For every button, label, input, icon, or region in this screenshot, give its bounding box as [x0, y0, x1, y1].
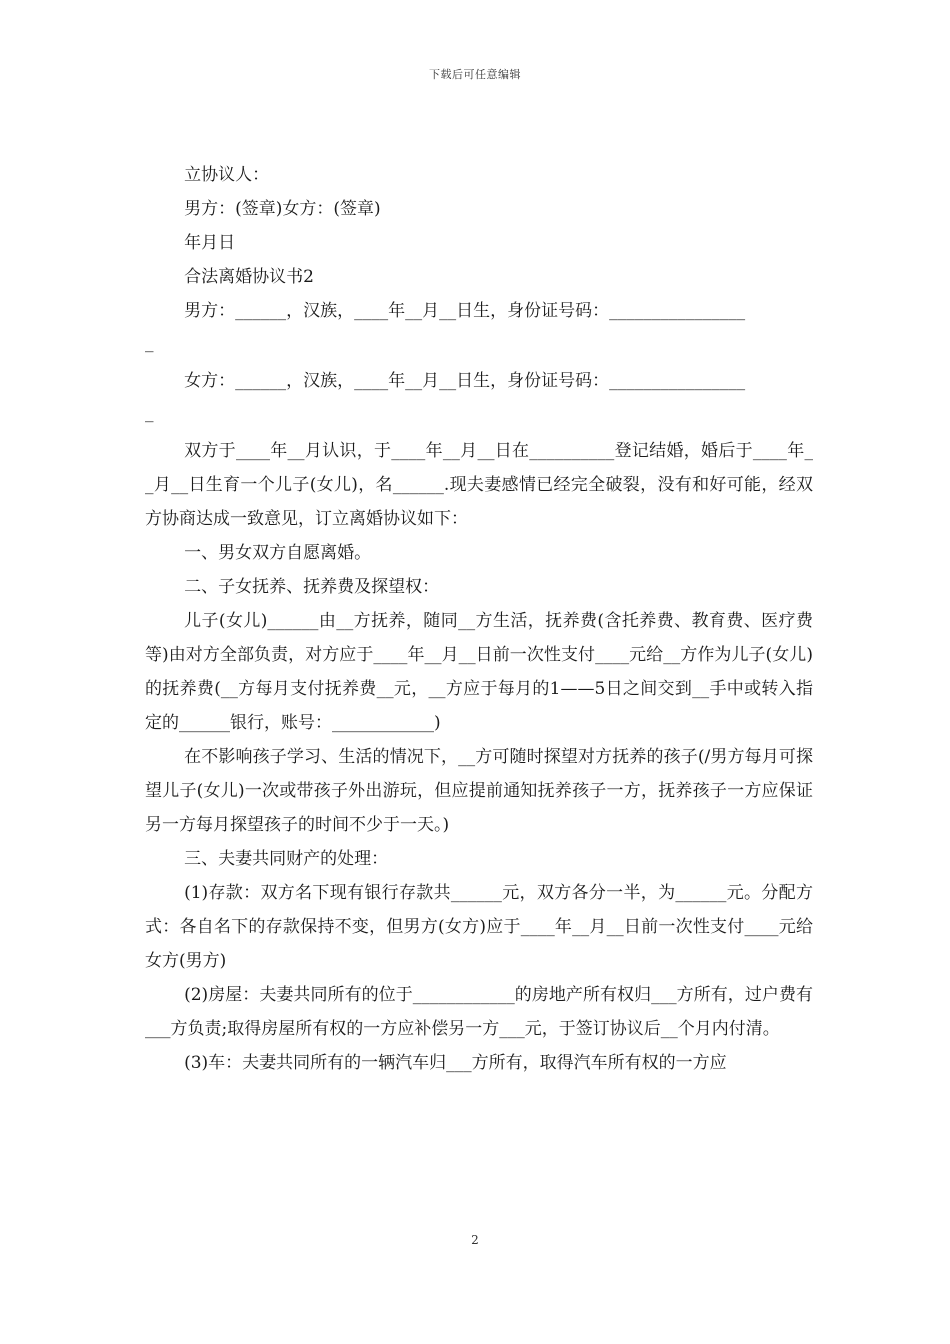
- clause-3-heading: 三、夫妻共同财产的处理：: [184, 849, 389, 869]
- car-paragraph: (3)车：夫妻共同所有的一辆汽车归___方所有，取得汽车所有权的一方应: [184, 1053, 727, 1073]
- female-party-info: 女方：______，汉族，____年__月__日生，身份证号码：________________: [184, 371, 746, 391]
- male-party-info: 男方：______，汉族，____年__月__日生，身份证号码：________________: [184, 301, 746, 321]
- date-line: 年月日: [184, 233, 236, 253]
- child-custody-paragraph: 儿子(女儿)______由__方抚养，随同__方生活，抚养费(含托养费、教育费、医疗费等)由对方全部负责，对方应于____年__月__日前一次性支付____元给__方作为儿子(女儿)的抚养费(__方每月支付抚养费__元，__方应于每月的1——5日之间交到__手中或转入指定的______银行，账号：____________): [145, 611, 813, 733]
- page-header: 下载后可任意编辑: [429, 68, 521, 81]
- marriage-background-paragraph: 双方于____年__月认识，于____年__月__日在__________登记结婚，婚后于____年__月__日生育一个儿子(女儿)，名______.现夫妻感情已经完全破裂，没有和好可能，经双方协商达成一致意见，订立离婚协议如下：: [145, 441, 813, 529]
- page-number: 2: [471, 1233, 479, 1247]
- signature-line: 男方：(签章)女方：(签章): [184, 199, 381, 219]
- clause-2-heading: 二、子女抚养、抚养费及探望权：: [184, 577, 440, 597]
- deposit-paragraph: (1)存款：双方名下现有银行存款共______元，双方各分一半，为______元。分配方式：各自名下的存款保持不变，但男方(女方)应于____年__月__日前一次性支付____元给女方(男方): [145, 883, 813, 971]
- female-party-info-tail: _: [145, 403, 154, 423]
- signatory-heading: 立协议人：: [184, 165, 270, 185]
- male-party-info-tail: _: [145, 333, 154, 353]
- house-paragraph: (2)房屋：夫妻共同所有的位于____________的房地产所有权归___方所有，过户费有___方负责;取得房屋所有权的一方应补偿另一方___元，于签订协议后__个月内付清。: [145, 985, 813, 1039]
- clause-1-divorce: 一、男女双方自愿离婚。: [184, 543, 372, 563]
- agreement-title: 合法离婚协议书2: [184, 267, 314, 287]
- document-body: [145, 158, 813, 1080]
- visitation-paragraph: 在不影响孩子学习、生活的情况下，__方可随时探望对方抚养的孩子(/男方每月可探望儿子(女儿)一次或带孩子外出游玩，但应提前通知抚养孩子一方，抚养孩子一方应保证另一方每月探望孩子的时间不少于一天。): [145, 747, 813, 835]
